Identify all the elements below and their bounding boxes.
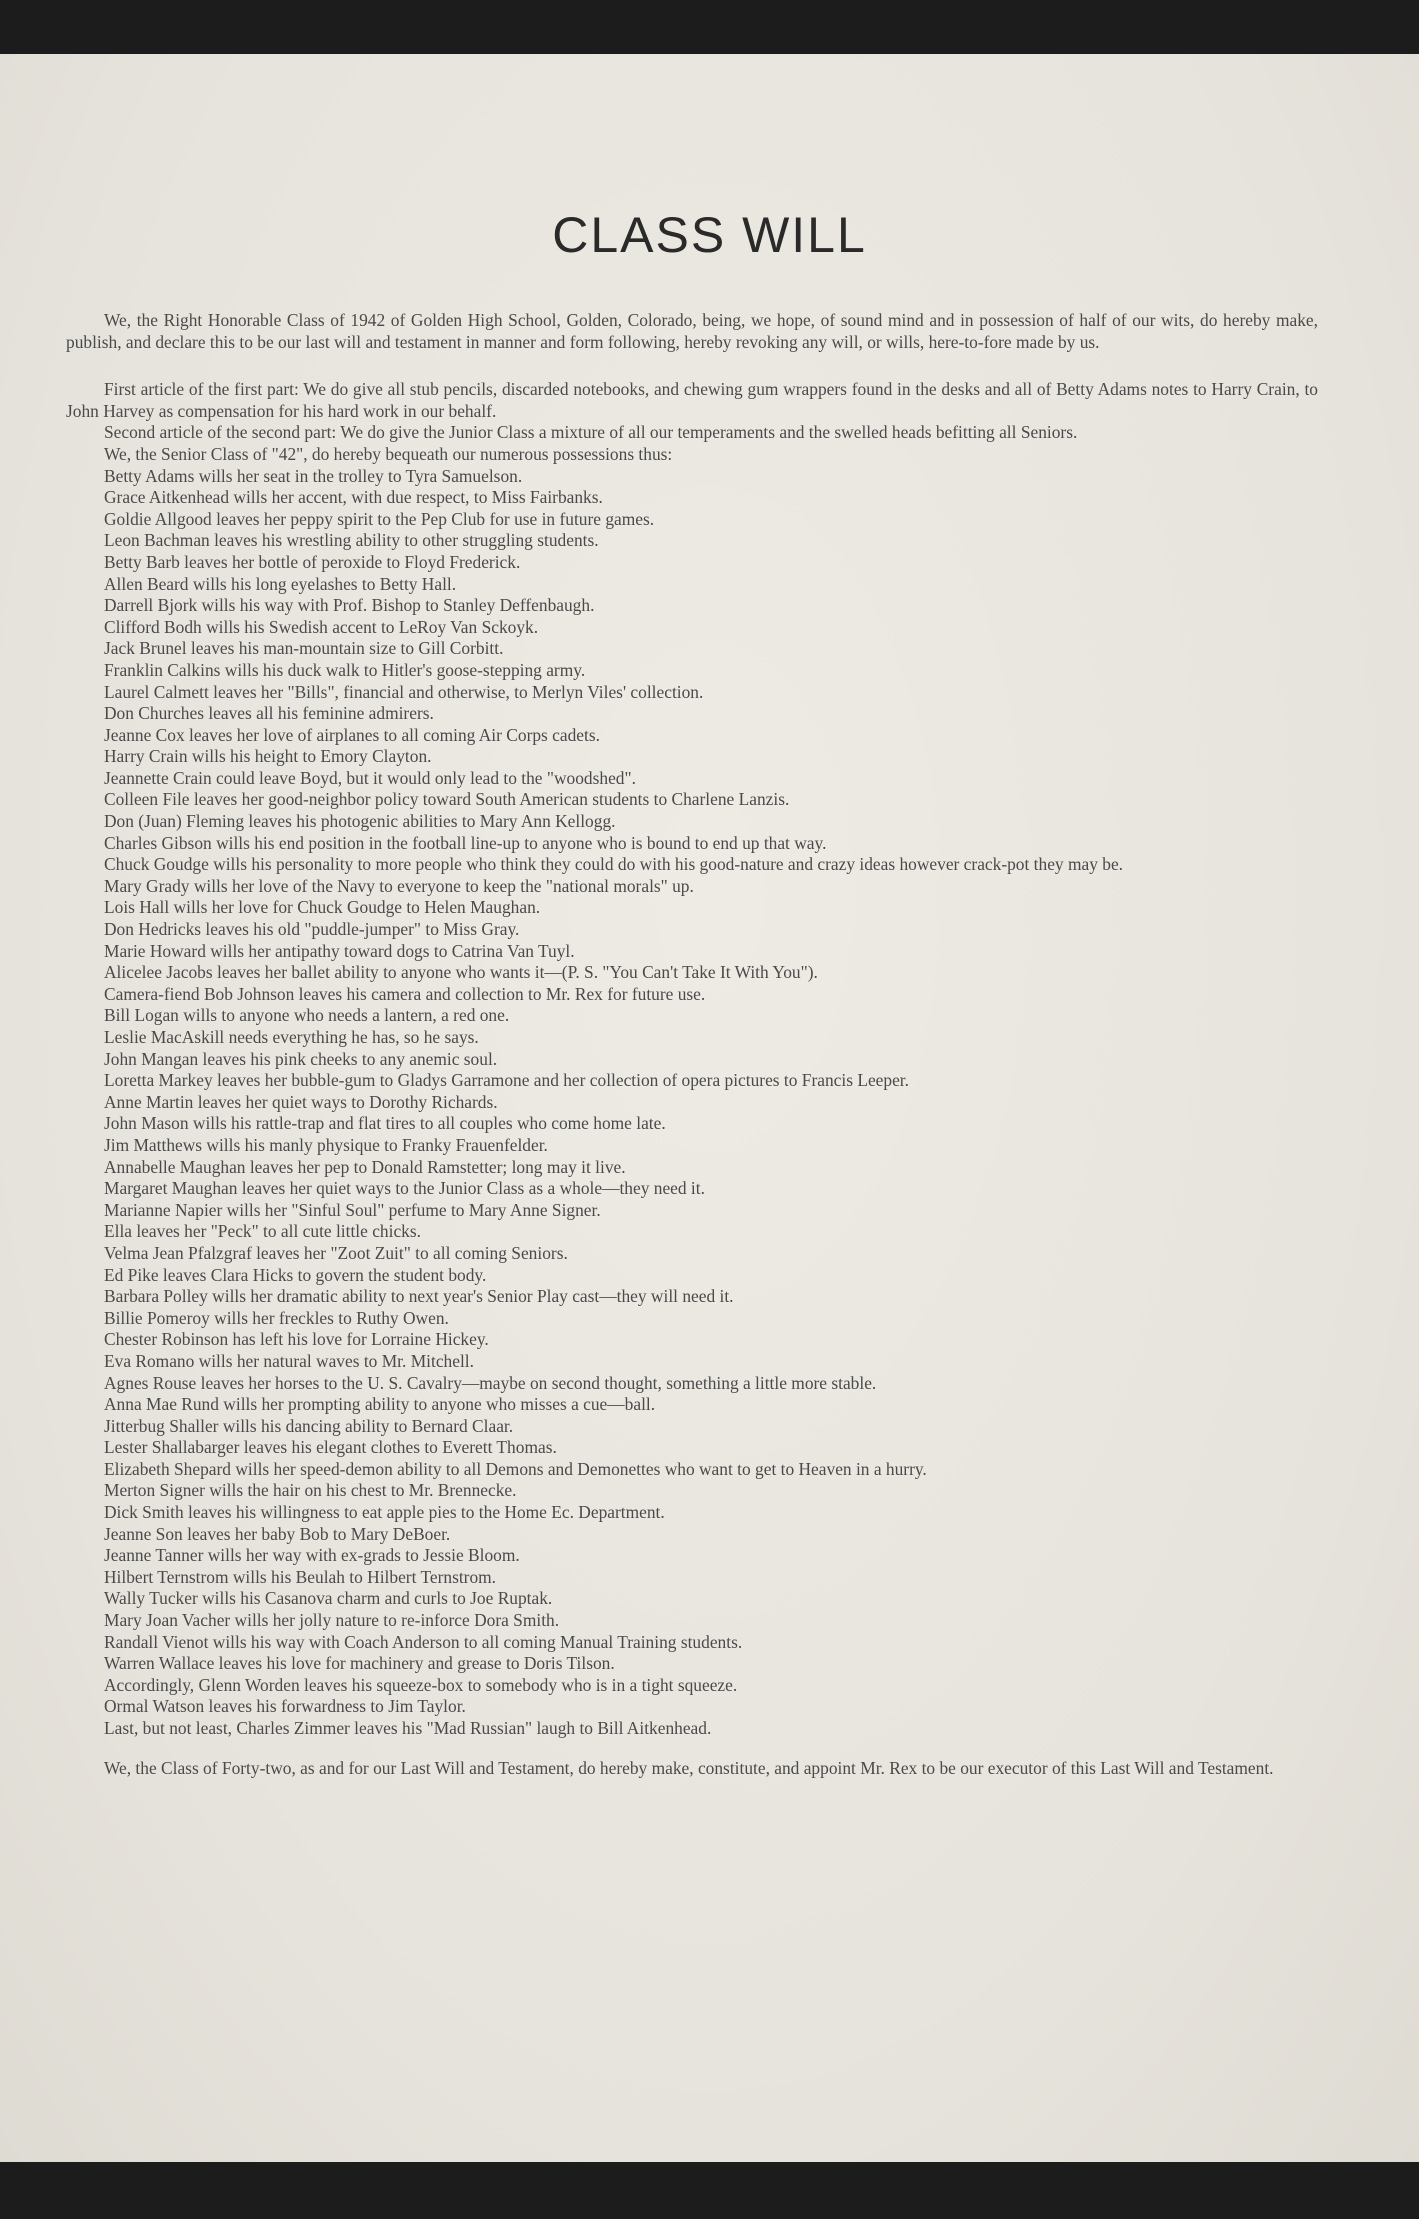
bequest-item: Randall Vienot wills his way with Coach Anderson to all coming Manual Training students. xyxy=(104,1631,743,1652)
first-article-paragraph: First article of the first part: We do give all stub pencils, discarded notebooks, and chewing gum wrappers found in the desks and all of Betty Adams notes to Harry Crain, to John Harvey as compensation for his hard work in our behalf. xyxy=(66,379,1318,421)
bequest-item: Jeanne Tanner wills her way with ex-grads to Jessie Bloom. xyxy=(104,1545,520,1566)
bequest-item: Ormal Watson leaves his forwardness to Jim Taylor. xyxy=(104,1696,466,1717)
bequest-item: Marianne Napier wills her "Sinful Soul" perfume to Mary Anne Signer. xyxy=(104,1199,601,1220)
bequest-item: Accordingly, Glenn Worden leaves his squeeze-box to somebody who is in a tight squeeze. xyxy=(104,1674,738,1695)
bequest-intro: We, the Senior Class of "42", do hereby bequeath our numerous possessions thus: xyxy=(104,443,673,464)
bequest-item: Jeanne Cox leaves her love of airplanes to all coming Air Corps cadets. xyxy=(104,724,600,745)
bequest-item: Velma Jean Pfalzgraf leaves her "Zoot Zuit" to all coming Seniors. xyxy=(104,1242,568,1263)
bequest-item: Mary Joan Vacher wills her jolly nature to re-inforce Dora Smith. xyxy=(104,1610,560,1631)
bequest-item: Don Churches leaves all his feminine admirers. xyxy=(104,703,434,724)
bequest-item: Colleen File leaves her good-neighbor policy toward South American students to Charlene Lanzis. xyxy=(104,789,790,810)
will-body xyxy=(66,310,1318,1779)
bequest-item: Allen Beard wills his long eyelashes to Betty Hall. xyxy=(104,573,457,594)
bequest-item: Grace Aitkenhead wills her accent, with due respect, to Miss Fairbanks. xyxy=(104,487,603,508)
bequest-item: Agnes Rouse leaves her horses to the U. S. Cavalry—maybe on second thought, something a little more stable. xyxy=(104,1372,877,1393)
bequest-item: Last, but not least, Charles Zimmer leaves his "Mad Russian" laugh to Bill Aitkenhead. xyxy=(104,1718,712,1738)
bequest-item: Camera-fiend Bob Johnson leaves his camera and collection to Mr. Rex for future use. xyxy=(104,983,706,1004)
bequest-list xyxy=(66,466,1318,1740)
bequest-item: Laurel Calmett leaves her "Bills", financial and otherwise, to Merlyn Viles' collection. xyxy=(104,681,704,702)
top-scan-border xyxy=(0,0,1419,54)
bequest-item: Harry Crain wills his height to Emory Clayton. xyxy=(104,746,432,767)
bequest-item: Betty Adams wills her seat in the trolley to Tyra Samuelson. xyxy=(104,465,523,486)
bequest-item: Charles Gibson wills his end position in the football line-up to anyone who is bound to end up that way. xyxy=(104,832,827,853)
bequest-item: Merton Signer wills the hair on his chest to Mr. Brennecke. xyxy=(104,1480,517,1501)
bequest-item: Bill Logan wills to anyone who needs a lantern, a red one. xyxy=(104,1005,510,1026)
bequest-item: Dick Smith leaves his willingness to eat apple pies to the Home Ec. Department. xyxy=(104,1502,665,1523)
bequest-item: Betty Barb leaves her bottle of peroxide to Floyd Frederick. xyxy=(104,551,521,572)
bequest-item: Leon Bachman leaves his wrestling ability to other struggling students. xyxy=(104,530,599,551)
bequest-item: Jeanne Son leaves her baby Bob to Mary DeBoer. xyxy=(104,1523,451,1544)
bequest-item: Annabelle Maughan leaves her pep to Donald Ramstetter; long may it live. xyxy=(104,1156,626,1177)
bequest-item: Jim Matthews wills his manly physique to Franky Frauenfelder. xyxy=(104,1134,548,1155)
bequest-item: Loretta Markey leaves her bubble-gum to Gladys Garramone and her collection of opera pictures to Francis Leeper. xyxy=(104,1070,909,1091)
bequest-item: Ella leaves her "Peck" to all cute little chicks. xyxy=(104,1221,421,1242)
bequest-item: Hilbert Ternstrom wills his Beulah to Hilbert Ternstrom. xyxy=(104,1566,497,1587)
bequest-item: Lois Hall wills her love for Chuck Goudge to Helen Maughan. xyxy=(104,897,541,918)
bequest-item: Leslie MacAskill needs everything he has, so he says. xyxy=(104,1027,479,1047)
bequest-item: Warren Wallace leaves his love for machinery and grease to Doris Tilson. xyxy=(104,1653,615,1674)
preamble-paragraph: We, the Right Honorable Class of 1942 of Golden High School, Golden, Colorado, being, we hope, of sound mind and in possession of half of our wits, do hereby make, publish, and declare this to be our last will and testament in manner and form following, hereby revoking any will, or wills, here-to-fore made by us. xyxy=(66,310,1318,352)
bequest-item: John Mason wills his rattle-trap and flat tires to all couples who come home late. xyxy=(104,1113,666,1134)
bequest-item: Marie Howard wills her antipathy toward dogs to Catrina Van Tuyl. xyxy=(104,940,575,961)
bequest-item: Eva Romano wills her natural waves to Mr. Mitchell. xyxy=(104,1350,474,1371)
bequest-item: Anne Martin leaves her quiet ways to Dorothy Richards. xyxy=(104,1091,498,1112)
bequest-item: Margaret Maughan leaves her quiet ways to the Junior Class as a whole—they need it. xyxy=(104,1178,705,1199)
bequest-item: Jitterbug Shaller wills his dancing ability to Bernard Claar. xyxy=(104,1415,514,1436)
bequest-item: Clifford Bodh wills his Swedish accent to LeRoy Van Sckoyk. xyxy=(104,616,539,637)
bequest-item: Elizabeth Shepard wills her speed-demon ability to all Demons and Demonettes who want to get to Heaven in a hurry. xyxy=(104,1458,927,1479)
bottom-scan-border xyxy=(0,2162,1419,2219)
bequest-item: Chuck Goudge wills his personality to more people who think they could do with his good-nature and crazy ideas however crack-pot they may be. xyxy=(104,854,1124,875)
bequest-item: John Mangan leaves his pink cheeks to any anemic soul. xyxy=(104,1048,498,1069)
bequest-item: Alicelee Jacobs leaves her ballet ability to anyone who wants it—(P. S. "You Can't Take It With You"). xyxy=(104,962,818,983)
bequest-item: Billie Pomeroy wills her freckles to Ruthy Owen. xyxy=(104,1307,449,1328)
bequest-item: Jeannette Crain could leave Boyd, but it would only lead to the "woodshed". xyxy=(104,767,636,788)
bequest-item: Anna Mae Rund wills her prompting ability to anyone who misses a cue—ball. xyxy=(104,1394,656,1415)
second-article-paragraph: Second article of the second part: We do give the Junior Class a mixture of all our temperaments and the swelled heads befitting all Seniors. xyxy=(104,422,1078,443)
bequest-item: Jack Brunel leaves his man-mountain size to Gill Corbitt. xyxy=(104,638,504,659)
bequest-item: Lester Shallabarger leaves his elegant clothes to Everett Thomas. xyxy=(104,1437,557,1458)
bequest-item: Mary Grady wills her love of the Navy to everyone to keep the "national morals" up. xyxy=(104,875,694,896)
bequest-item: Barbara Polley wills her dramatic ability to next year's Senior Play cast—they will need it. xyxy=(104,1286,734,1307)
bequest-item: Don Hedricks leaves his old "puddle-jumper" to Miss Gray. xyxy=(104,919,520,940)
yearbook-page xyxy=(0,54,1419,2162)
bequest-item: Don (Juan) Fleming leaves his photogenic abilities to Mary Ann Kellogg. xyxy=(104,811,616,832)
bequest-item: Goldie Allgood leaves her peppy spirit to the Pep Club for use in future games. xyxy=(104,508,655,529)
bequest-item: Wally Tucker wills his Casanova charm and curls to Joe Ruptak. xyxy=(104,1588,553,1609)
bequest-item: Chester Robinson has left his love for Lorraine Hickey. xyxy=(104,1329,489,1350)
page-title: CLASS WILL xyxy=(552,207,867,263)
bequest-item: Darrell Bjork wills his way with Prof. Bishop to Stanley Deffenbaugh. xyxy=(104,595,595,616)
bequest-item: Ed Pike leaves Clara Hicks to govern the student body. xyxy=(104,1264,487,1285)
closing-paragraph: We, the Class of Forty-two, as and for our Last Will and Testament, do hereby make, constitute, and appoint Mr. Rex to be our executor of this Last Will and Testament. xyxy=(104,1757,1274,1778)
bequest-item: Franklin Calkins wills his duck walk to Hitler's goose-stepping army. xyxy=(104,659,586,680)
